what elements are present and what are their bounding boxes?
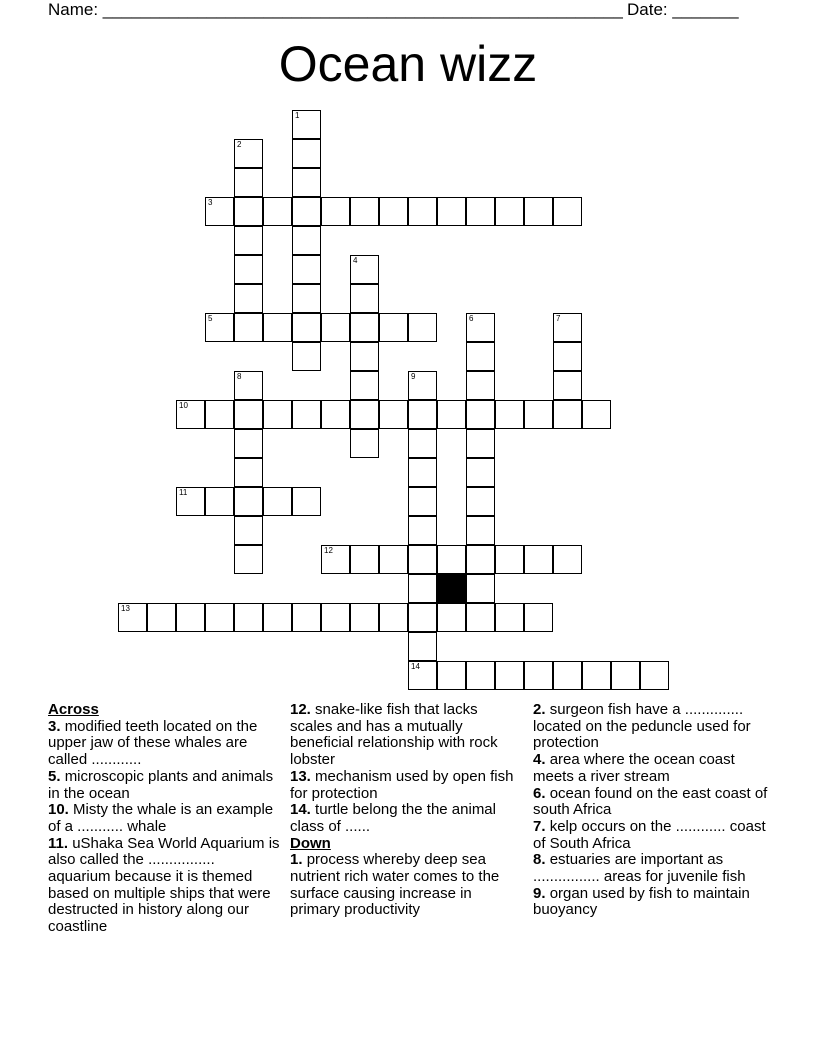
- grid-cell[interactable]: [553, 545, 582, 574]
- grid-cell[interactable]: [408, 487, 437, 516]
- grid-cell[interactable]: [321, 313, 350, 342]
- grid-cell[interactable]: [350, 429, 379, 458]
- date-field-label: Date: _______: [627, 0, 739, 19]
- grid-cell[interactable]: [408, 197, 437, 226]
- grid-cell[interactable]: [350, 342, 379, 371]
- grid-clue-number: 14: [411, 662, 420, 671]
- grid-cell[interactable]: [176, 400, 205, 429]
- grid-cell[interactable]: [495, 400, 524, 429]
- grid-cell[interactable]: [321, 197, 350, 226]
- grid-cell[interactable]: [466, 313, 495, 342]
- grid-cell[interactable]: [234, 400, 263, 429]
- grid-cell[interactable]: [437, 603, 466, 632]
- clue-down-7: 7. kelp occurs on the ............ coast of South Africa: [533, 817, 766, 852]
- clue-column-3: [533, 702, 773, 919]
- grid-cell[interactable]: [350, 371, 379, 400]
- grid-cell[interactable]: [495, 197, 524, 226]
- grid-cell[interactable]: [292, 487, 321, 516]
- grid-cell[interactable]: [437, 661, 466, 690]
- grid-cell[interactable]: [234, 487, 263, 516]
- clue-across-13: 13. mechanism used by open fish for protection: [290, 767, 514, 802]
- grid-cell[interactable]: [292, 197, 321, 226]
- grid-cell[interactable]: [524, 661, 553, 690]
- clue-across-14: 14. turtle belong the the animal class of ......: [290, 801, 496, 835]
- grid-cell[interactable]: [234, 168, 263, 197]
- grid-cell[interactable]: [466, 661, 495, 690]
- grid-cell[interactable]: [466, 487, 495, 516]
- grid-cell[interactable]: [495, 603, 524, 632]
- clue-down-2: 2. surgeon fish have a .............. located on the peduncle used for protection: [533, 701, 751, 752]
- grid-cell[interactable]: [437, 197, 466, 226]
- grid-clue-number: 4: [353, 256, 358, 265]
- grid-clue-number: 3: [208, 198, 213, 207]
- grid-cell[interactable]: [234, 545, 263, 574]
- grid-cell[interactable]: [321, 545, 350, 574]
- grid-cell[interactable]: [379, 313, 408, 342]
- grid-cell[interactable]: [379, 545, 408, 574]
- grid-cell[interactable]: [408, 603, 437, 632]
- grid-cell[interactable]: [466, 429, 495, 458]
- down-heading: Down: [290, 834, 331, 852]
- grid-cell[interactable]: [408, 458, 437, 487]
- grid-cell[interactable]: [292, 255, 321, 284]
- grid-cell[interactable]: [524, 400, 553, 429]
- clue-across-10: 10. Misty the whale is an example of a ........... whale: [48, 801, 274, 835]
- grid-cell[interactable]: [553, 400, 582, 429]
- grid-cell[interactable]: [379, 197, 408, 226]
- grid-cell[interactable]: [582, 661, 611, 690]
- grid-cell[interactable]: [379, 400, 408, 429]
- clue-across-11: 11. uShaka Sea World Aquarium is also called the ................ aquarium because it is themed based on multiple ships that were destructed in history along our coastline: [48, 834, 280, 936]
- grid-cell[interactable]: [118, 603, 147, 632]
- grid-clue-number: 13: [121, 604, 130, 613]
- grid-cell[interactable]: [582, 400, 611, 429]
- grid-clue-number: 10: [179, 401, 188, 410]
- grid-cell[interactable]: [350, 400, 379, 429]
- grid-cell[interactable]: [292, 226, 321, 255]
- grid-cell[interactable]: [466, 197, 495, 226]
- clue-across-3: 3. modified teeth located on the upper jaw of these whales are called ............: [48, 717, 258, 769]
- grid-cell[interactable]: [379, 603, 408, 632]
- grid-cell[interactable]: [321, 603, 350, 632]
- grid-cell[interactable]: [263, 487, 292, 516]
- grid-cell[interactable]: [553, 371, 582, 400]
- grid-cell[interactable]: [234, 139, 263, 168]
- grid-cell[interactable]: [350, 255, 379, 284]
- grid-cell[interactable]: [350, 603, 379, 632]
- page-title: Ocean wizz: [278, 36, 538, 92]
- grid-cell[interactable]: [205, 197, 234, 226]
- grid-clue-number: 1: [295, 111, 300, 120]
- grid-cell[interactable]: [234, 371, 263, 400]
- grid-clue-number: 8: [237, 372, 242, 381]
- grid-cell[interactable]: [408, 400, 437, 429]
- grid-clue-number: 7: [556, 314, 561, 323]
- grid-cell[interactable]: [234, 197, 263, 226]
- grid-cell[interactable]: [466, 458, 495, 487]
- grid-cell[interactable]: [292, 168, 321, 197]
- clue-across-5: 5. microscopic plants and animals in the ocean: [48, 767, 274, 802]
- grid-cell[interactable]: [292, 313, 321, 342]
- grid-cell[interactable]: [408, 574, 437, 603]
- grid-cell[interactable]: [495, 545, 524, 574]
- clue-down-9: 9. organ used by fish to maintain buoyancy: [533, 884, 750, 919]
- grid-cell[interactable]: [234, 429, 263, 458]
- grid-cell[interactable]: [176, 603, 205, 632]
- grid-cell[interactable]: [408, 545, 437, 574]
- grid-cell[interactable]: [408, 313, 437, 342]
- clue-down-4: 4. area where the ocean coast meets a river stream: [533, 751, 735, 785]
- grid-cell[interactable]: [234, 516, 263, 545]
- grid-clue-number: 12: [324, 546, 333, 555]
- grid-cell[interactable]: [495, 661, 524, 690]
- grid-cell[interactable]: [292, 284, 321, 313]
- grid-cell[interactable]: [553, 197, 582, 226]
- grid-cell[interactable]: [524, 603, 553, 632]
- grid-cell[interactable]: [466, 545, 495, 574]
- clue-down-6: 6. ocean found on the east coast of south Africa: [533, 784, 768, 819]
- grid-clue-number: 11: [179, 488, 188, 497]
- grid-clue-number: 5: [208, 314, 213, 323]
- grid-cell[interactable]: [292, 400, 321, 429]
- grid-cell[interactable]: [408, 661, 437, 690]
- grid-cell[interactable]: [234, 313, 263, 342]
- clue-down-1: 1. process whereby deep sea nutrient rich water comes to the surface causing increase in primary productivity: [290, 851, 500, 919]
- grid-cell[interactable]: [321, 400, 350, 429]
- grid-cell[interactable]: [205, 400, 234, 429]
- grid-cell[interactable]: [408, 632, 437, 661]
- grid-cell[interactable]: [466, 516, 495, 545]
- grid-cell[interactable]: [205, 487, 234, 516]
- grid-cell[interactable]: [263, 400, 292, 429]
- grid-cell[interactable]: [553, 342, 582, 371]
- grid-cell[interactable]: [408, 516, 437, 545]
- grid-cell[interactable]: [524, 197, 553, 226]
- grid-cell[interactable]: [466, 603, 495, 632]
- grid-cell[interactable]: [466, 400, 495, 429]
- grid-block-cell: [437, 574, 466, 603]
- clue-column-1: [48, 702, 280, 936]
- grid-cell[interactable]: [350, 545, 379, 574]
- grid-cell[interactable]: [292, 342, 321, 371]
- grid-cell[interactable]: [147, 603, 176, 632]
- grid-cell[interactable]: [408, 371, 437, 400]
- grid-cell[interactable]: [350, 284, 379, 313]
- grid-cell[interactable]: [292, 603, 321, 632]
- grid-clue-number: 6: [469, 314, 474, 323]
- grid-cell[interactable]: [234, 284, 263, 313]
- grid-cell[interactable]: [350, 313, 379, 342]
- grid-clue-number: 9: [411, 372, 416, 381]
- grid-clue-number: 2: [237, 140, 242, 149]
- grid-cell[interactable]: [205, 313, 234, 342]
- grid-cell[interactable]: [263, 603, 292, 632]
- grid-cell[interactable]: [234, 458, 263, 487]
- grid-cell[interactable]: [292, 110, 321, 139]
- name-field-label: Name: _______________________________________________________: [48, 0, 623, 19]
- grid-cell[interactable]: [408, 429, 437, 458]
- grid-cell[interactable]: [234, 603, 263, 632]
- grid-cell[interactable]: [611, 661, 640, 690]
- grid-cell[interactable]: [640, 661, 669, 690]
- grid-cell[interactable]: [437, 545, 466, 574]
- grid-cell[interactable]: [466, 371, 495, 400]
- grid-cell[interactable]: [466, 574, 495, 603]
- grid-cell[interactable]: [437, 400, 466, 429]
- clue-across-12: 12. snake-like fish that lacks scales and has a mutually beneficial relationship with rock lobster: [290, 701, 498, 769]
- grid-cell[interactable]: [263, 197, 292, 226]
- grid-cell[interactable]: [553, 661, 582, 690]
- grid-cell[interactable]: [553, 313, 582, 342]
- clue-column-2: [290, 702, 522, 919]
- across-heading: Across: [48, 701, 99, 718]
- grid-cell[interactable]: [466, 342, 495, 371]
- grid-cell[interactable]: [524, 545, 553, 574]
- grid-cell[interactable]: [292, 139, 321, 168]
- grid-cell[interactable]: [176, 487, 205, 516]
- grid-cell[interactable]: [234, 226, 263, 255]
- grid-cell[interactable]: [350, 197, 379, 226]
- clue-down-8: 8. estuaries are important as ................ areas for juvenile fish: [533, 851, 746, 886]
- grid-cell[interactable]: [234, 255, 263, 284]
- grid-cell[interactable]: [205, 603, 234, 632]
- grid-cell[interactable]: [263, 313, 292, 342]
